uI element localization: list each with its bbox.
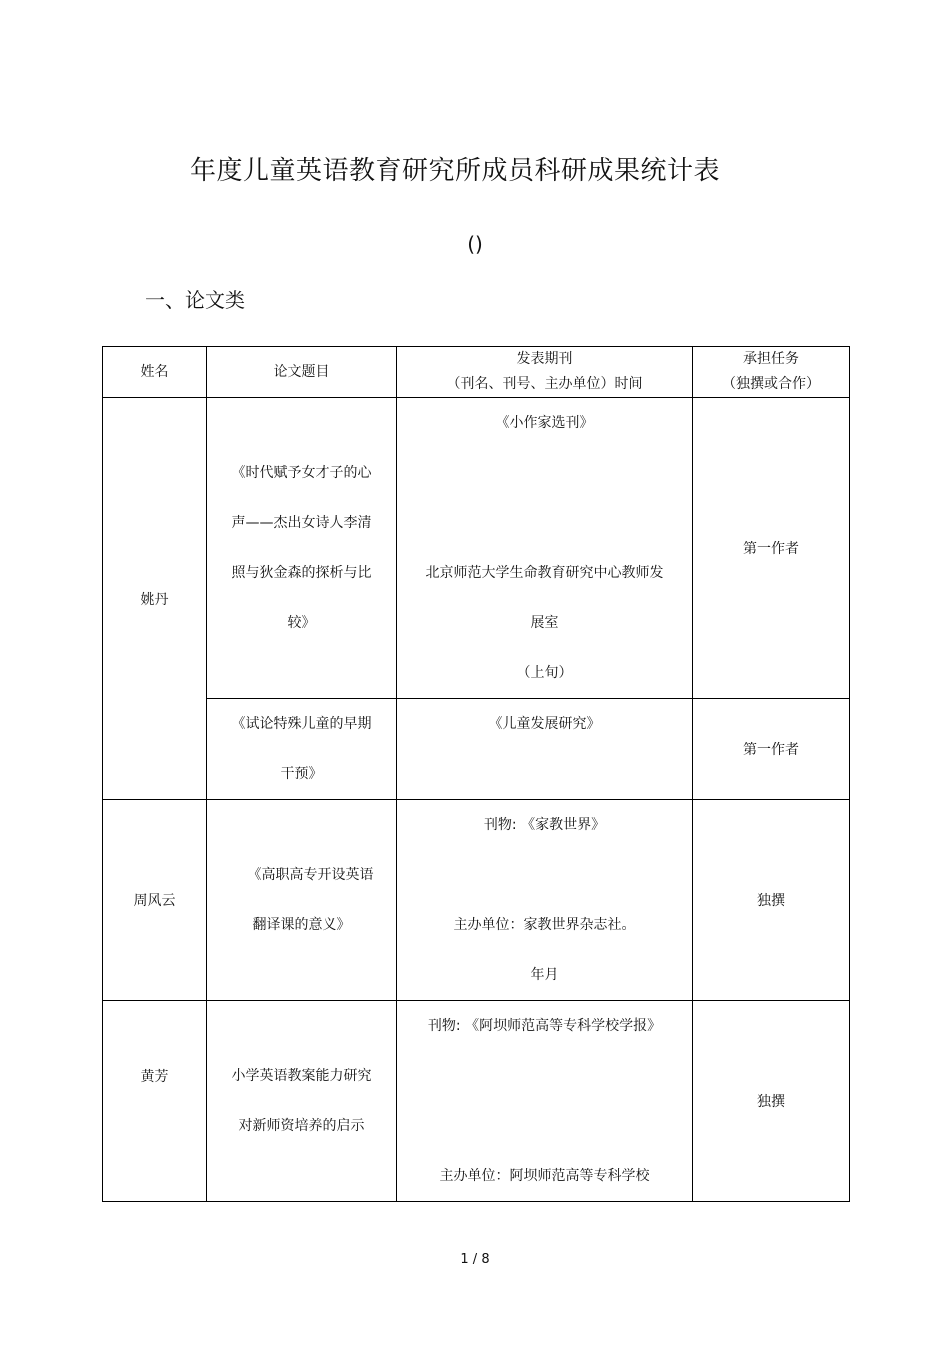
section-heading: 一、论文类 — [145, 288, 245, 312]
paper-title-line: 声——杰出女诗人李清 — [231, 515, 372, 531]
header-task-line1: 承担任务 — [743, 351, 799, 367]
header-paper-title: 论文题目 — [207, 347, 397, 398]
paper-title-line: 《试论特殊儿童的早期 — [231, 716, 372, 732]
author-name: 姚丹 — [103, 398, 207, 800]
paper-title — [207, 800, 397, 1001]
table-row — [103, 699, 850, 800]
journal-info — [397, 398, 693, 699]
journal-line: 主办单位：家教世界杂志社。 — [453, 917, 636, 933]
table-row — [103, 800, 850, 1001]
header-journal — [397, 347, 693, 398]
journal-line — [397, 498, 692, 548]
journal-line — [397, 850, 692, 900]
journal-line: （上旬） — [516, 665, 573, 681]
journal-info — [397, 800, 693, 1001]
paper-title-line: 《时代赋予女才子的心 — [231, 465, 372, 481]
header-task — [693, 347, 850, 398]
paper-title-line: 较》 — [287, 615, 316, 631]
task-role: 独撰 — [693, 1001, 850, 1202]
table-row — [103, 1001, 850, 1202]
header-journal-line2: （刊名、刊号、主办单位）时间 — [446, 376, 643, 392]
page-subtitle: () — [467, 232, 483, 256]
header-name: 姓名 — [103, 347, 207, 398]
paper-title-line: 对新师资培养的启示 — [238, 1118, 365, 1134]
journal-line: 北京师范大学生命教育研究中心教师发 — [425, 565, 664, 581]
journal-line: 展室 — [530, 615, 559, 631]
author-name: 周风云 — [103, 800, 207, 1001]
paper-title — [207, 398, 397, 699]
paper-title-line: 《高职高专开设英语 — [247, 867, 374, 883]
task-role: 独撰 — [693, 800, 850, 1001]
journal-line — [397, 448, 692, 498]
paper-title-line: 翻译课的意义》 — [252, 917, 351, 933]
journal-info — [397, 1001, 693, 1202]
journal-info — [397, 699, 693, 800]
journal-line: 《小作家选刊》 — [495, 415, 594, 431]
paper-title — [207, 699, 397, 800]
journal-line — [397, 1051, 692, 1101]
table-row — [103, 398, 850, 699]
paper-title-line: 干预》 — [280, 766, 323, 782]
paper-title-line: 照与狄金森的探析与比 — [231, 565, 372, 581]
author-name — [103, 1001, 207, 1202]
journal-line — [397, 749, 692, 799]
journal-line: 主办单位：阿坝师范高等专科学校 — [439, 1168, 650, 1184]
journal-line: 《儿童发展研究》 — [488, 716, 601, 732]
journal-line: 刊物: 《阿坝师范高等专科学校学报》 — [427, 1018, 662, 1034]
header-task-line2: （独撰或合作） — [722, 376, 820, 392]
page-title: 年度儿童英语教育研究所成员科研成果统计表 — [189, 156, 720, 186]
journal-line: 年月 — [530, 967, 559, 983]
page-number: 1 / 8 — [460, 1252, 490, 1267]
table-header-row — [103, 347, 850, 398]
journal-line — [397, 1101, 692, 1151]
research-results-table — [102, 346, 850, 1202]
journal-line: 刊物: 《家教世界》 — [483, 817, 606, 833]
header-journal-line1: 发表期刊 — [516, 351, 573, 367]
author-name-text: 黄芳 — [140, 1069, 169, 1085]
paper-title-line: 小学英语教案能力研究 — [231, 1068, 372, 1084]
task-role: 第一作者 — [693, 699, 850, 800]
paper-title — [207, 1001, 397, 1202]
task-role: 第一作者 — [693, 398, 850, 699]
